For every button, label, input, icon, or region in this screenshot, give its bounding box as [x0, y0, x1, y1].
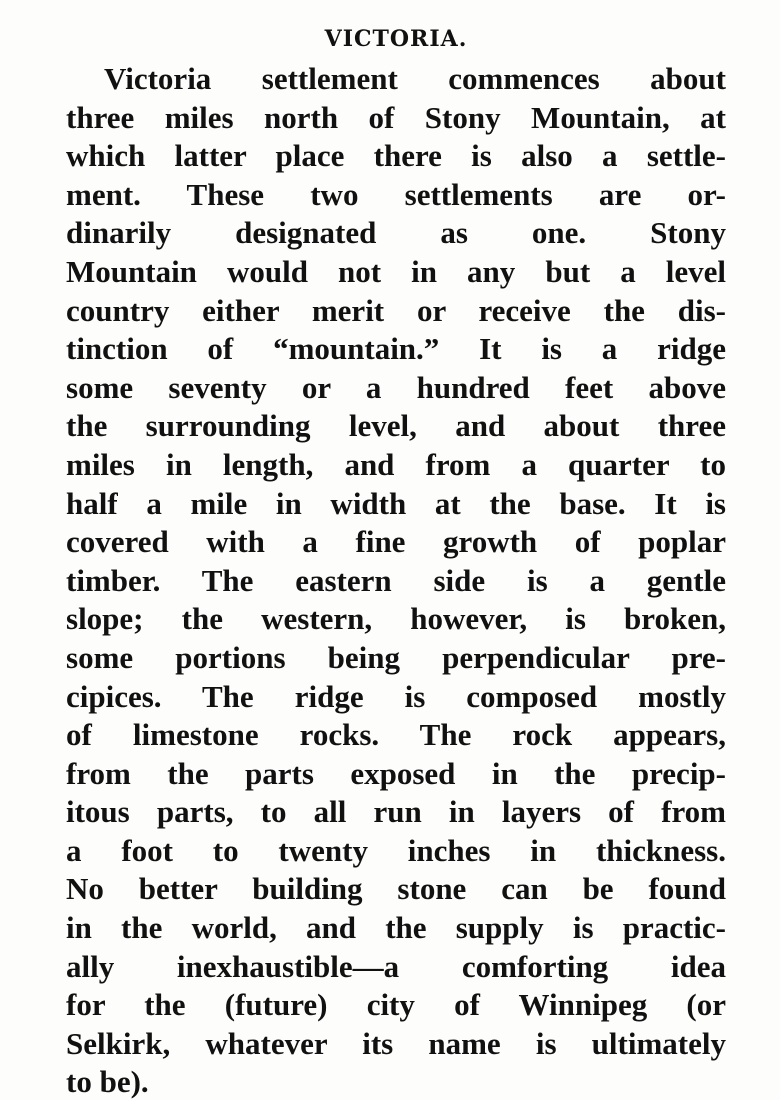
text-line: the surrounding level, and about three [66, 408, 726, 444]
text-line: from the parts exposed in the precip- [66, 755, 726, 791]
text-line: timber. The eastern side is a gentle [66, 562, 726, 598]
text-line: country either merit or receive the dis- [66, 292, 726, 328]
text-line: slope; the western, however, is broken, [66, 601, 726, 637]
article-body [66, 60, 726, 1102]
text-line: some seventy or a hundred feet above [66, 369, 726, 405]
text-line: to be). [66, 1064, 149, 1100]
text-line: cipices. The ridge is composed mostly [66, 678, 726, 714]
text-line: miles in length, and from a quarter to [66, 446, 726, 482]
text-line: a foot to twenty inches in thickness. [66, 832, 726, 868]
text-line: which latter place there is also a settle- [66, 138, 726, 174]
text-line: some portions being perpendicular pre- [66, 639, 726, 675]
text-line: Victoria settlement commences about [104, 61, 726, 96]
text-line: ally inexhaustible—a comforting idea [66, 948, 726, 984]
text-line: itous parts, to all run in layers of from [66, 794, 726, 830]
text-line: in the world, and the supply is practic- [66, 910, 726, 946]
text-line: Mountain would not in any but a level [66, 253, 726, 289]
article-title: VICTORIA. [324, 26, 468, 52]
text-line: half a mile in width at the base. It is [66, 485, 726, 521]
text-line: ment. These two settlements are or- [66, 176, 726, 212]
text-line: covered with a fine growth of poplar [66, 524, 726, 560]
text-line: dinarily designated as one. Stony [66, 215, 726, 251]
text-line: tinction of “mountain.” It is a ridge [66, 331, 726, 367]
text-line: of limestone rocks. The rock appears, [66, 717, 726, 753]
article [66, 22, 726, 1102]
text-line: No better building stone can be found [66, 871, 726, 907]
text-line: Selkirk, whatever its name is ultimately [66, 1025, 726, 1061]
text-line: three miles north of Stony Mountain, at [66, 99, 726, 135]
text-line: for the (future) city of Winnipeg (or [66, 987, 726, 1023]
